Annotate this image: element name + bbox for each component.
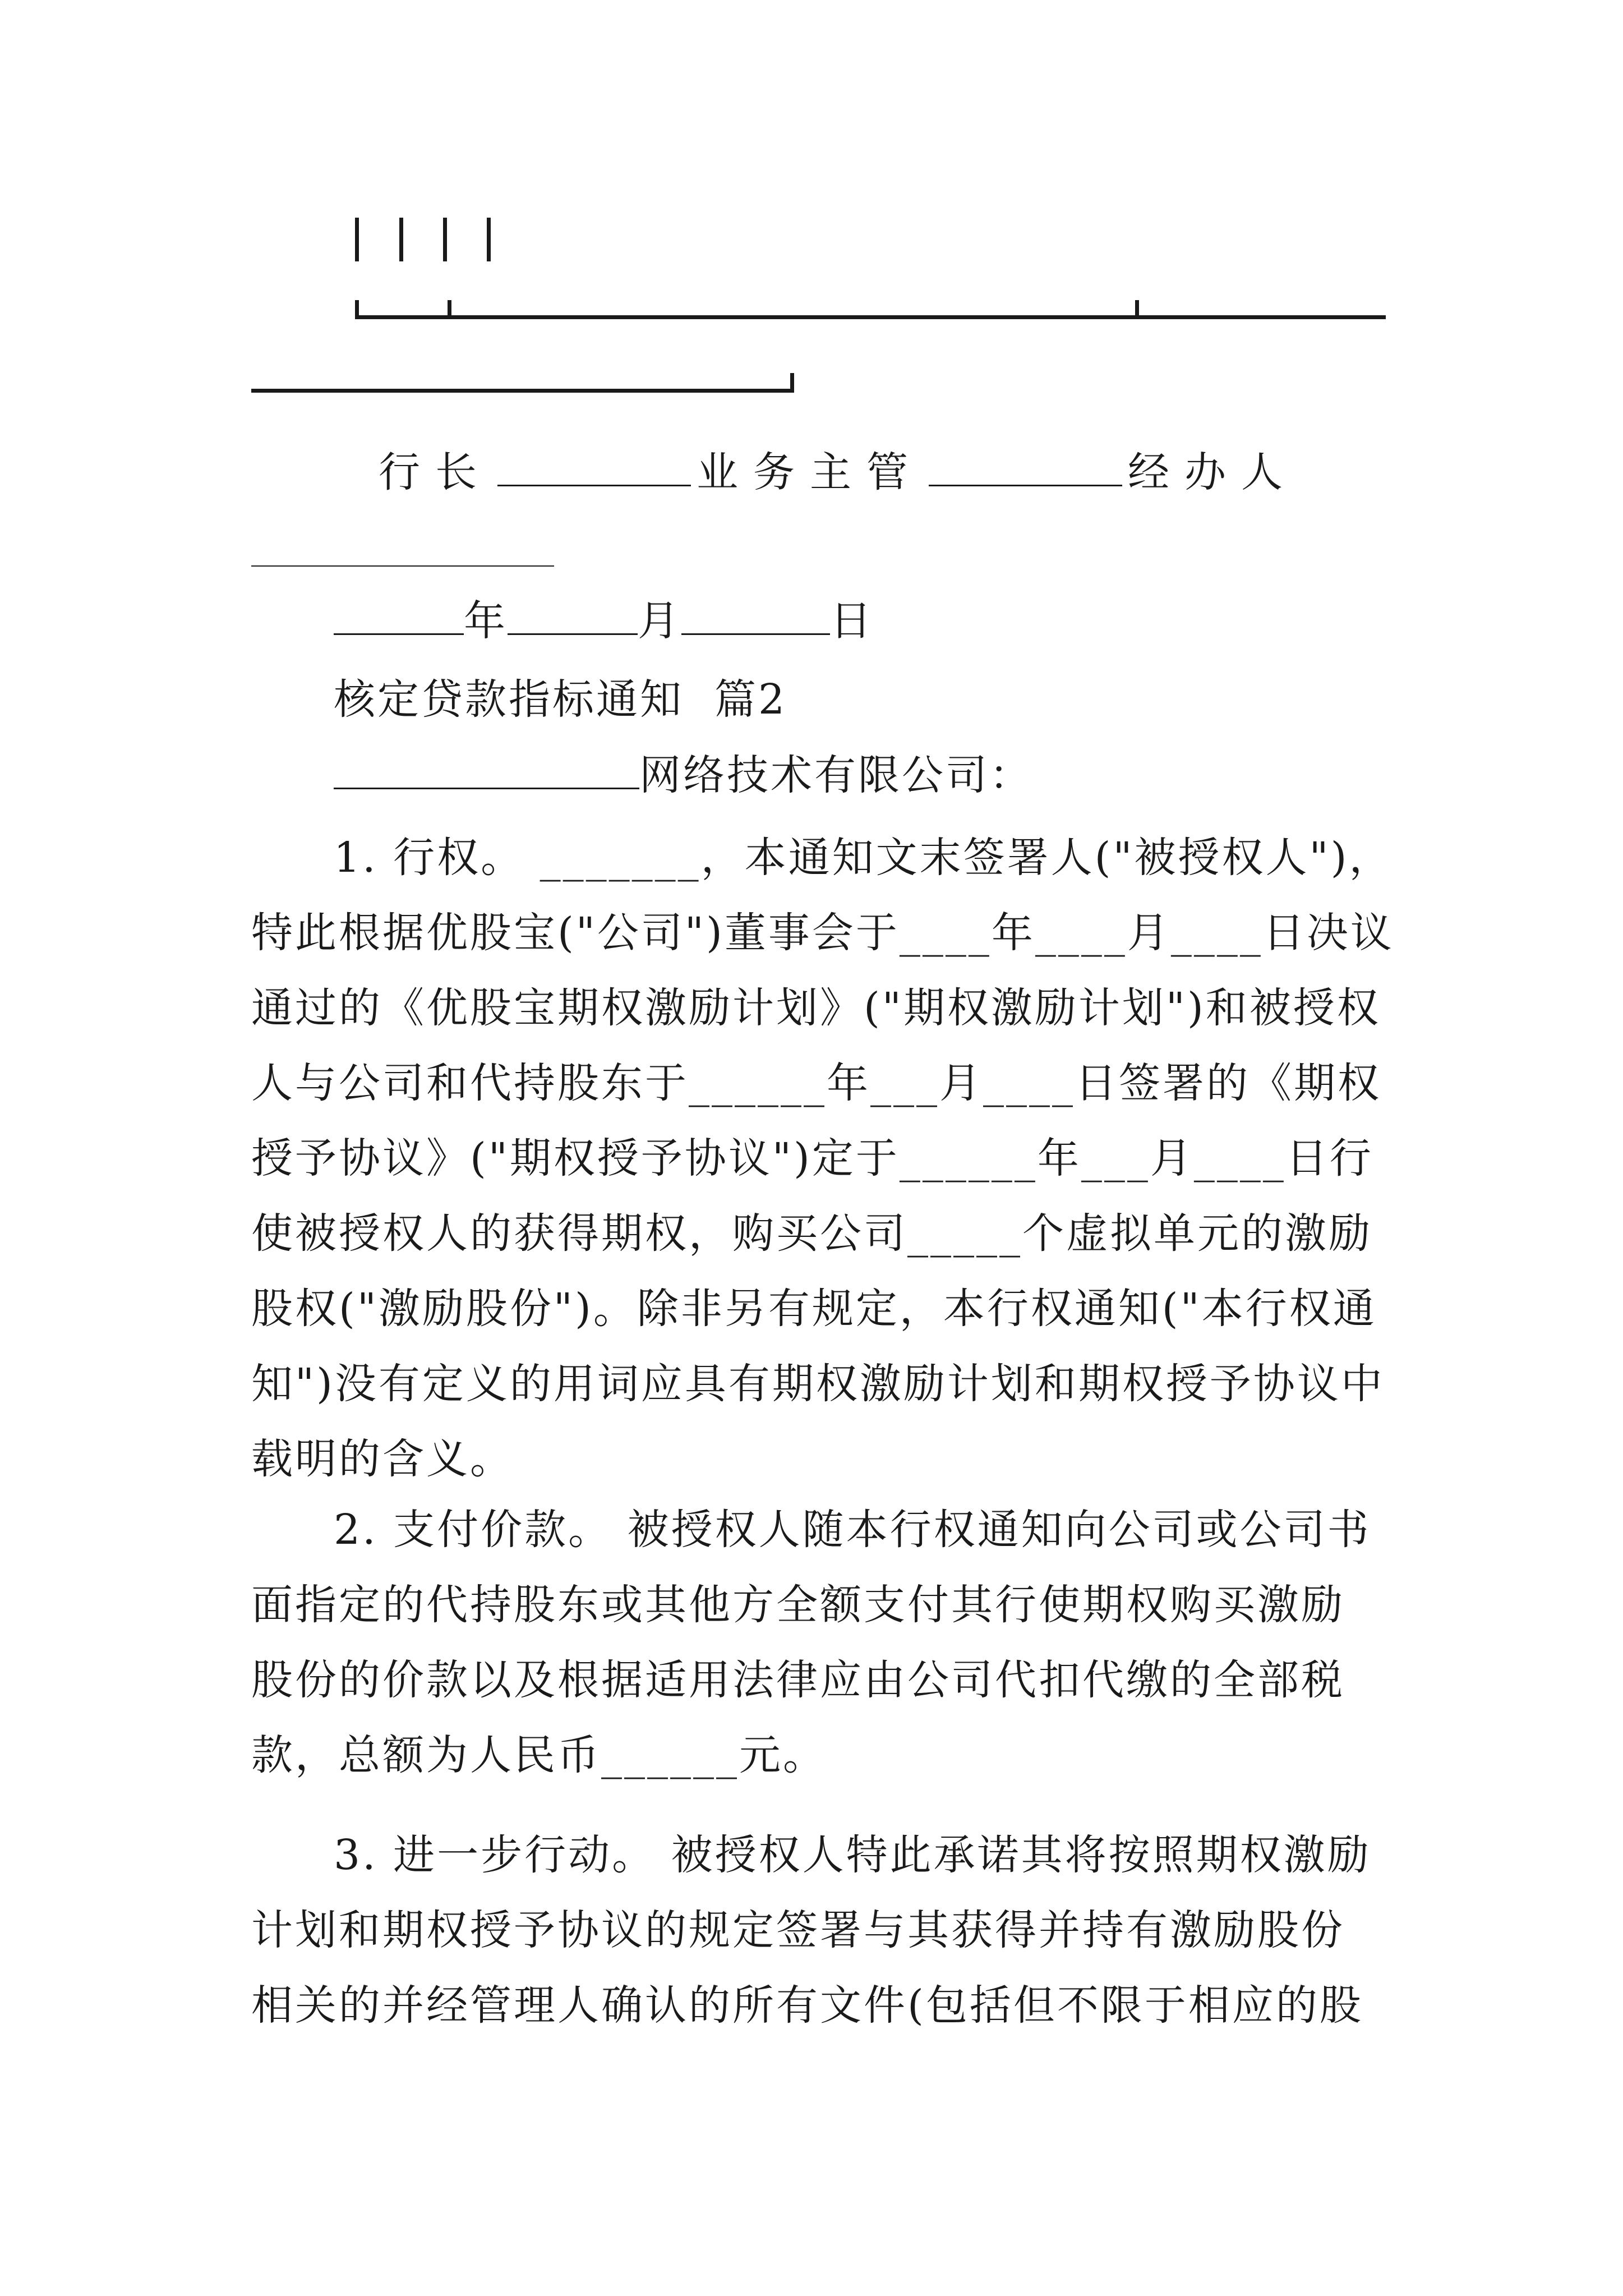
table-vertical-rule-4 bbox=[487, 218, 491, 261]
addressee-blank bbox=[334, 788, 639, 789]
paragraph-line: 载明的含义。 bbox=[251, 1435, 514, 1483]
paragraph-line: 特此根据优股宝("公司")董事会于____年____月____日决议 bbox=[251, 909, 1394, 957]
president-blank bbox=[497, 485, 691, 486]
paragraph-line: 知")没有定义的用词应具有期权激励计划和期权授予协议中 bbox=[251, 1360, 1385, 1408]
president-label: 行长 bbox=[379, 448, 492, 496]
table-vertical-rule-8 bbox=[790, 373, 794, 393]
supervisor-blank bbox=[929, 485, 1122, 486]
table-horizontal-rule-1 bbox=[355, 315, 1386, 319]
table-vertical-rule-2 bbox=[399, 218, 403, 261]
handler-label: 经办人 bbox=[1128, 448, 1298, 496]
paragraph-line: 3. 进一步行动。 被授权人特此承诺其将按照期权激励 bbox=[334, 1831, 1371, 1879]
table-horizontal-rule-2 bbox=[251, 389, 794, 393]
month-label: 月 bbox=[638, 597, 681, 645]
paragraph-line: 面指定的代持股东或其他方全额支付其行使期权购买激励 bbox=[251, 1581, 1345, 1629]
paragraph-2 bbox=[251, 1492, 1378, 1793]
paragraph-line: 通过的《优股宝期权激励计划》("期权激励计划")和被授权 bbox=[251, 984, 1381, 1032]
supervisor-label: 业务主管 bbox=[697, 448, 923, 496]
month-blank bbox=[508, 633, 638, 635]
addressee-name: 网络技术有限公司： bbox=[639, 751, 1033, 799]
paragraph-line: 股份的价款以及根据适用法律应由公司代扣代缴的全部税 bbox=[251, 1656, 1345, 1704]
paragraph-line: 人与公司和代持股东于______年___月____日签署的《期权 bbox=[251, 1059, 1381, 1107]
signature-row bbox=[379, 448, 1298, 496]
date-row bbox=[334, 597, 874, 645]
day-blank bbox=[681, 633, 830, 635]
paragraph-1 bbox=[251, 820, 1394, 1497]
handler-blank bbox=[251, 565, 554, 567]
table-vertical-rule-1 bbox=[355, 218, 359, 261]
paragraph-3 bbox=[251, 1818, 1378, 2043]
table-vertical-rule-3 bbox=[443, 218, 447, 261]
day-label: 日 bbox=[830, 597, 874, 645]
addressee-row bbox=[334, 751, 1033, 799]
paragraph-line: 2. 支付价款。 被授权人随本行权通知向公司或公司书 bbox=[334, 1506, 1371, 1554]
section-title: 核定贷款指标通知 篇2 bbox=[334, 675, 787, 724]
paragraph-line: 使被授权人的获得期权，购买公司_____个虚拟单元的激励 bbox=[251, 1209, 1372, 1258]
year-blank bbox=[334, 633, 464, 635]
paragraph-line: 款，总额为人民币______元。 bbox=[251, 1731, 827, 1779]
year-label: 年 bbox=[464, 597, 508, 645]
paragraph-line: 相关的并经管理人确认的所有文件(包括但不限于相应的股 bbox=[251, 1981, 1363, 2030]
paragraph-line: 股权("激励股份")。除非另有规定，本行权通知("本行权通 bbox=[251, 1285, 1377, 1333]
paragraph-line: 1. 行权。 _______，本通知文末签署人("被授权人")， bbox=[334, 834, 1393, 882]
paragraph-line: 授予协议》("期权授予协议")定于______年___月____日行 bbox=[251, 1134, 1373, 1182]
paragraph-line: 计划和期权授予协议的规定签署与其获得并持有激励股份 bbox=[251, 1906, 1345, 1954]
